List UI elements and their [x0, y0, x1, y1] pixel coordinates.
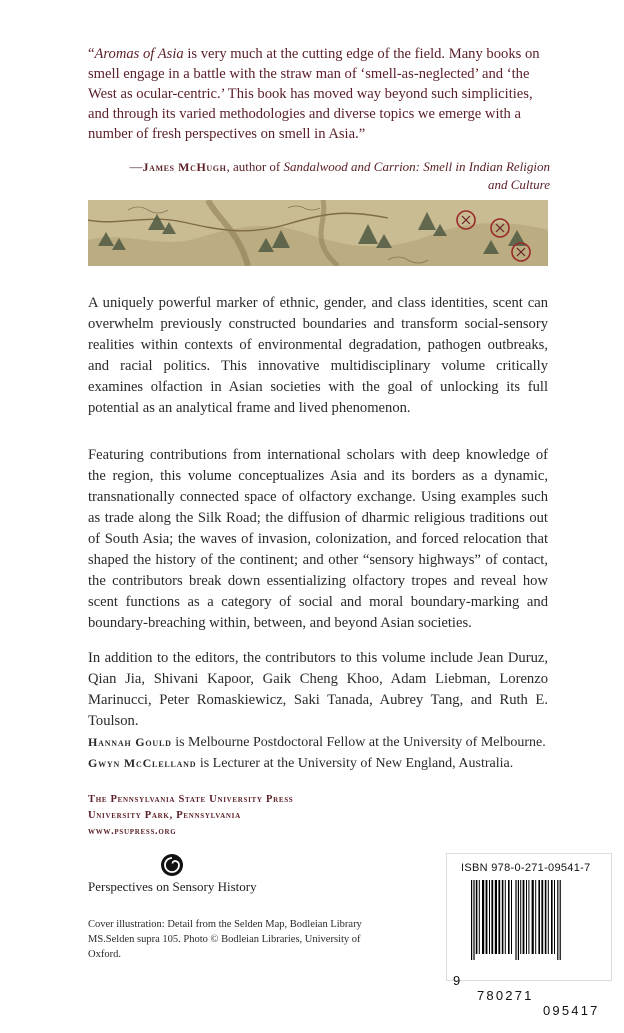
barcode-bar: [476, 880, 478, 954]
series-name: Perspectives on Sensory History: [88, 879, 257, 894]
barcode-bar: [545, 880, 547, 954]
map-artwork: [88, 200, 548, 266]
editor-name: Gwyn McClelland: [88, 756, 197, 770]
barcode-bar: [557, 880, 558, 960]
isbn-label: ISBN 978-0-271-09541-7: [461, 862, 591, 874]
barcode-bar: [538, 880, 540, 954]
barcode-bar: [505, 880, 506, 954]
barcode-bars: [455, 880, 603, 960]
barcode-bar: [551, 880, 553, 954]
endorsement-attribution: [120, 158, 550, 194]
publisher-info: [88, 792, 388, 840]
barcode-bar: [498, 880, 500, 954]
endorser-role: , author of: [226, 159, 284, 174]
cover-credit: Cover illustration: Detail from the Selden Map, Bodleian Library MS.Selden supra 105. Photo © Bodleian Libraries, University of Oxford.: [88, 919, 362, 960]
attribution-dash: —: [129, 159, 143, 174]
publisher-name: The Pennsylvania State University Press: [88, 794, 294, 805]
editor-name: Hannah Gould: [88, 735, 172, 749]
barcode-bar: [554, 880, 555, 954]
barcode-bar: [473, 880, 474, 960]
description-paragraph-2: Featuring contributions from international scholars with deep knowledge of the region, this volume conceptualizes Asia and its borders as a dynamic, transnationally connected space of olfactory exchange. Using examples such as trade along the Silk Road; the diffusion of dharmic religious traditions out of South Asia; the waves of invasion, colonization, and forced relocation that shaped the history of the continent; and other “sensory highways” of contact, the contributors break down essentializing olfactory tropes and reveal how scent functions as a category of social and moral boundary-marking and boundary-breaching within, between, and beyond Asian societies.: [88, 447, 548, 631]
barcode-bar: [479, 880, 480, 954]
barcode-bar: [495, 880, 497, 954]
selden-map-illustration: [88, 200, 548, 266]
endorser-book: Sandalwood and Carrion: Smell in Indian Religion and Culture: [283, 159, 550, 192]
editor-description: is Melbourne Postdoctoral Fellow at the University of Melbourne.: [171, 735, 546, 750]
barcode-bar: [560, 880, 561, 960]
barcode-lead-digit: 9: [453, 973, 461, 988]
barcode-bar: [535, 880, 536, 954]
quote-book-title: Aromas of Asia: [94, 46, 184, 62]
barcode-bar: [526, 880, 527, 954]
editor-bios: [88, 732, 558, 774]
editor-description: is Lecturer at the University of New England, Australia.: [196, 756, 514, 771]
contributors-paragraph: In addition to the editors, the contributors to this volume include Jean Duruz, Qian Jia, Shivani Kapoor, Gaik Cheng Khoo, Adam Liebman, Lorenzo Marinucci, Peter Romaskiewicz, Saki Tanada, Aubrey Tang, and Ruth E. Toulson.: [88, 650, 548, 729]
description-paragraph-1: A uniquely powerful marker of ethnic, gender, and class identities, scent can overwhelm previously constructed boundaries and transform social-sensory realities within contexts of environmental degradation, pathogen outbreaks, and racial politics. This innovative multidisciplinary volume critically examines olfaction in Asian societies with the goal of unlocking its full potential as an analytical frame and lived phenomenon.: [88, 295, 548, 416]
barcode-bar: [489, 880, 490, 954]
barcode-bar: [520, 880, 521, 954]
barcode-bar: [548, 880, 549, 954]
endorser-name: James McHugh: [142, 160, 227, 174]
barcode-left-digits: 780271: [477, 988, 534, 1003]
barcode-bar: [528, 880, 529, 954]
barcode-bar: [486, 880, 488, 954]
barcode-bar: [482, 880, 484, 954]
barcode-bar: [515, 880, 516, 960]
barcode-bar: [508, 880, 510, 954]
barcode-bar: [491, 880, 493, 954]
quote-text: is very much at the cutting edge of the field. Many books on smell engage in a battle with the straw man of ‘smell-as-neglected’ and ‘the West as ocular-centric.’ This book has moved way beyond such simplicities, and through its varied methodologies and diverse topics we emerge with a number of fresh perspectives on smell in Asia.”: [88, 46, 540, 142]
swirl-logo-icon: [160, 853, 184, 877]
editor-bio: [88, 732, 558, 753]
barcode-bar: [518, 880, 519, 960]
barcode-bar: [471, 880, 472, 960]
barcode-bar: [502, 880, 504, 954]
isbn-barcode: [446, 853, 612, 1018]
barcode-digits: [453, 958, 609, 1033]
endorsement-quote: [88, 44, 548, 144]
publisher-location: University Park, Pennsylvania: [88, 810, 241, 821]
quote-open-mark: “: [88, 46, 95, 62]
publisher-website: www.psupress.org: [88, 826, 177, 837]
editor-bio: [88, 753, 558, 774]
barcode-bar: [532, 880, 534, 954]
barcode-right-digits: 095417: [543, 1003, 600, 1018]
barcode-bar: [511, 880, 512, 954]
barcode-bar: [541, 880, 543, 954]
barcode-bar: [523, 880, 525, 954]
